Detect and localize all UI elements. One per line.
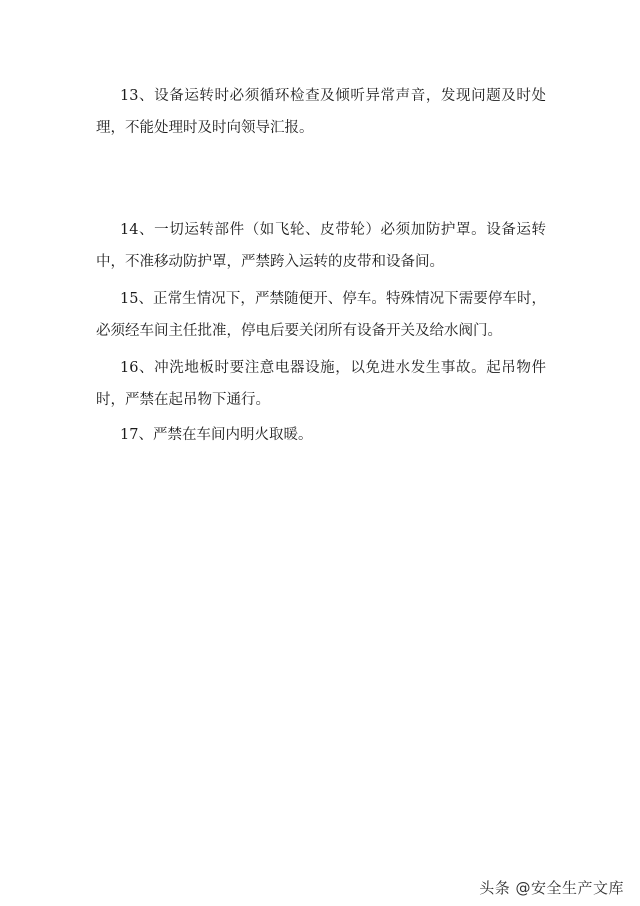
source-watermark: 头条 @安全生产文库: [479, 879, 624, 897]
rule-15-paragraph: 15、正常生情况下，严禁随便开、停车。特殊情况下需要停车时，必须经车间主任批准，停电后要关闭所有设备开关及给水阀门。: [96, 291, 546, 339]
rule-16-paragraph: 16、冲洗地板时要注意电器设施，以免进水发生事故。起吊物件时，严禁在起吊物下通行。: [96, 360, 546, 408]
rule-17-paragraph: 17、严禁在车间内明火取暖。: [120, 427, 313, 443]
rule-14-paragraph: 14、一切运转部件（如飞轮、皮带轮）必须加防护罩。设备运转中，不准移动防护罩，严禁跨入运转的皮带和设备间。: [96, 222, 546, 270]
rule-13-paragraph: 13、设备运转时必须循环检查及倾听异常声音，发现问题及时处理，不能处理时及时向领导汇报。: [96, 88, 546, 136]
